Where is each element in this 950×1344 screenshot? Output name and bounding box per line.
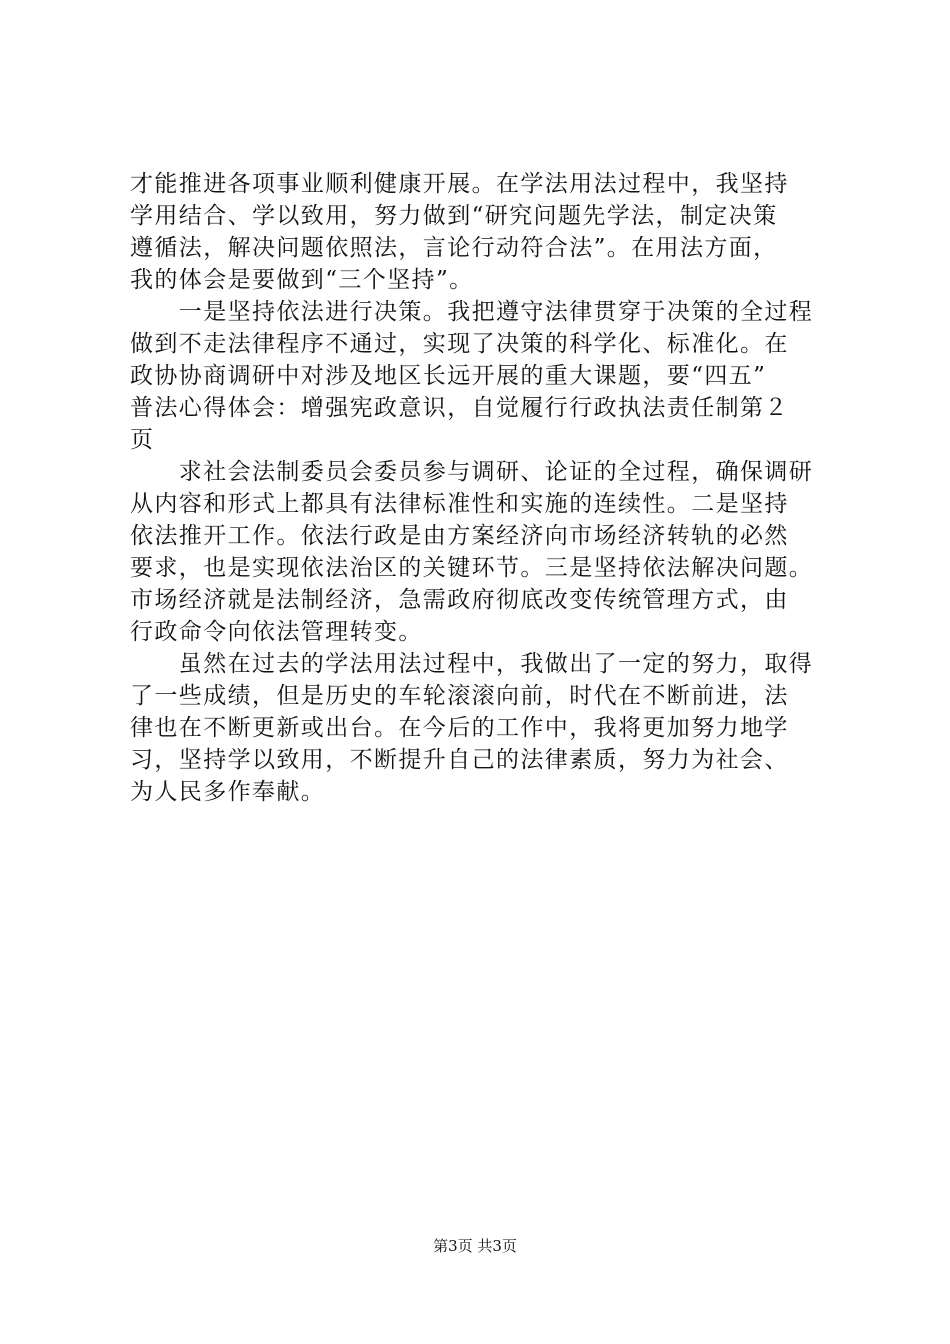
text-line: 学用结合、学以致用，努力做到“研究问题先学法，制定决策 <box>130 203 778 229</box>
text-line: 从内容和形式上都具有法律标准性和实施的连续性。二是坚持 <box>130 491 789 517</box>
text-line: 普法心得体会：增强宪政意识，自觉履行行政执法责任制第２ <box>130 395 789 421</box>
text-line: 要求，也是实现依法治区的关键环节。三是坚持依法解决问题。 <box>130 555 814 581</box>
text-line: 才能推进各项事业顺利健康开展。在学法用法过程中，我坚持 <box>130 171 789 197</box>
text-line: 为人民多作奉献。 <box>130 779 326 805</box>
text-line: 求社会法制委员会委员参与调研、论证的全过程，确保调研 <box>130 459 814 485</box>
text-line: 了一些成绩，但是历史的车轮滚滚向前，时代在不断前进，法 <box>130 683 789 709</box>
text-line: 虽然在过去的学法用法过程中，我做出了一定的努力，取得 <box>130 651 814 677</box>
text-line: 遵循法，解决问题依照法，言论行动符合法”。在用法方面， <box>130 235 778 261</box>
text-line: 做到不走法律程序不通过，实现了决策的科学化、标准化。在 <box>130 331 789 357</box>
text-line: 市场经济就是法制经济，急需政府彻底改变传统管理方式，由 <box>130 587 789 613</box>
text-line: 依法推开工作。依法行政是由方案经济向市场经济转轨的必然 <box>130 523 789 549</box>
text-line: 律也在不断更新或出台。在今后的工作中，我将更加努力地学 <box>130 715 789 741</box>
body-text <box>130 168 850 808</box>
text-line: 我的体会是要做到“三个坚持”。 <box>130 267 474 293</box>
text-line: 政协协商调研中对涉及地区长远开展的重大课题，要“四五” <box>130 363 767 389</box>
text-line: 页 <box>130 427 155 453</box>
text-line: 一是坚持依法进行决策。我把遵守法律贯穿于决策的全过程 <box>130 299 814 325</box>
page-footer: 第3页 共3页 <box>433 1237 517 1255</box>
text-line: 行政命令向依法管理转变。 <box>130 619 423 645</box>
text-line: 习，坚持学以致用，不断提升自己的法律素质，努力为社会、 <box>130 747 789 773</box>
